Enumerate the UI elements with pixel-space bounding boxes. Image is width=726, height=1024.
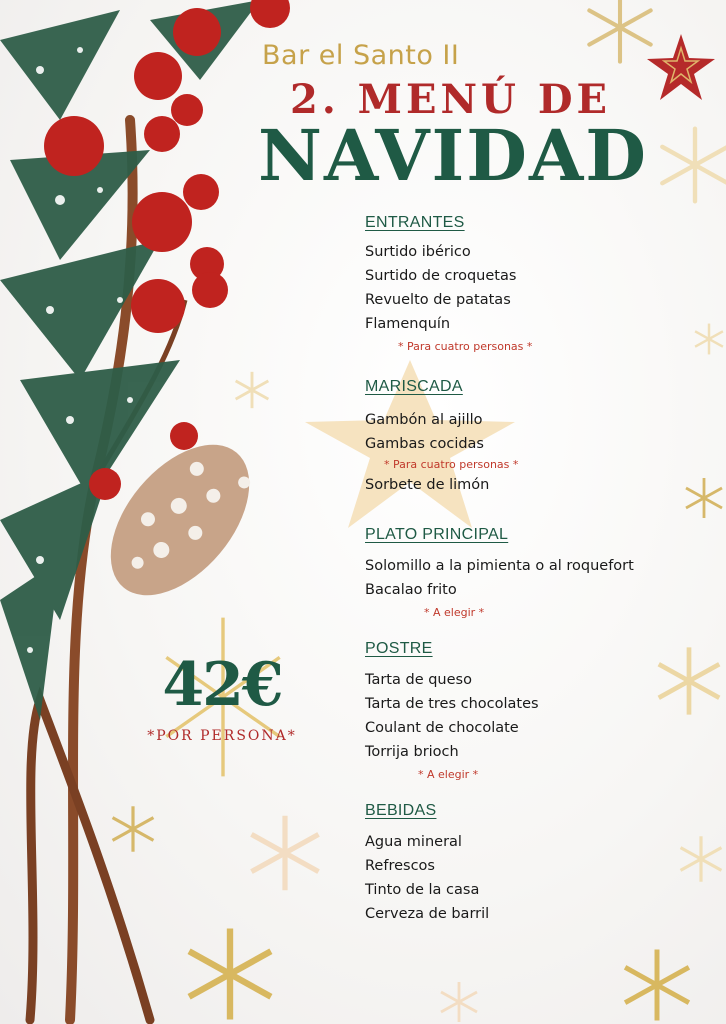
menu-number: 2. MENÚ DE: [290, 76, 611, 123]
section-title: PLATO PRINCIPAL: [365, 526, 509, 543]
menu-item: Tarta de tres chocolates: [365, 696, 539, 712]
section-note: * A elegir *: [424, 606, 485, 619]
snowflake-icon: [565, 0, 675, 65]
section-note: * Para cuatro personas *: [384, 458, 519, 471]
menu-item: Tinto de la casa: [365, 882, 480, 898]
section-title: MARISCADA: [365, 378, 463, 395]
snowflake-icon: [655, 110, 726, 220]
menu-item: Solomillo a la pimienta o al roquefort: [365, 558, 634, 574]
menu-title: NAVIDAD: [258, 114, 648, 197]
menu-item: Flamenquín: [365, 316, 451, 332]
snowflake-icon: [600, 946, 714, 1024]
menu-item: Revuelto de patatas: [365, 292, 511, 308]
price-note: *POR PERSONA*: [147, 728, 297, 744]
section-bebidas: [365, 802, 705, 926]
menu-item: Bacalao frito: [365, 582, 457, 598]
menu-item: Tarta de queso: [365, 672, 472, 688]
menu-item: Gambas cocidas: [365, 436, 484, 452]
menu-item: Coulant de chocolate: [365, 720, 519, 736]
menu-item: Sorbete de limón: [365, 477, 490, 493]
snowflake-icon: [108, 804, 158, 854]
section-entrantes: [365, 214, 705, 353]
section-note: * A elegir *: [418, 768, 479, 781]
snowflake-icon: [244, 810, 326, 896]
section-title: POSTRE: [365, 640, 433, 657]
menu-item: Torrija brioch: [365, 744, 459, 760]
menu-item: Agua mineral: [365, 834, 462, 850]
menu-item: Refrescos: [365, 858, 435, 874]
menu-item: Surtido de croquetas: [365, 268, 517, 284]
snowflake-icon: [232, 370, 272, 410]
section-note: * Para cuatro personas *: [398, 340, 533, 353]
section-mariscada: [365, 378, 705, 497]
snowflake-icon: [424, 980, 494, 1024]
price-amount: 42€: [162, 650, 282, 720]
menu-item: Surtido ibérico: [365, 244, 471, 260]
section-plato-principal: [365, 526, 705, 619]
snowflake-icon: [160, 924, 300, 1024]
section-title: BEBIDAS: [365, 802, 437, 819]
menu-item: Gambón al ajillo: [365, 412, 483, 428]
section-title: ENTRANTES: [365, 214, 465, 231]
section-postre: [365, 640, 705, 781]
menu-item: Cerveza de barril: [365, 906, 490, 922]
bar-name: Bar el Santo II: [262, 40, 460, 71]
